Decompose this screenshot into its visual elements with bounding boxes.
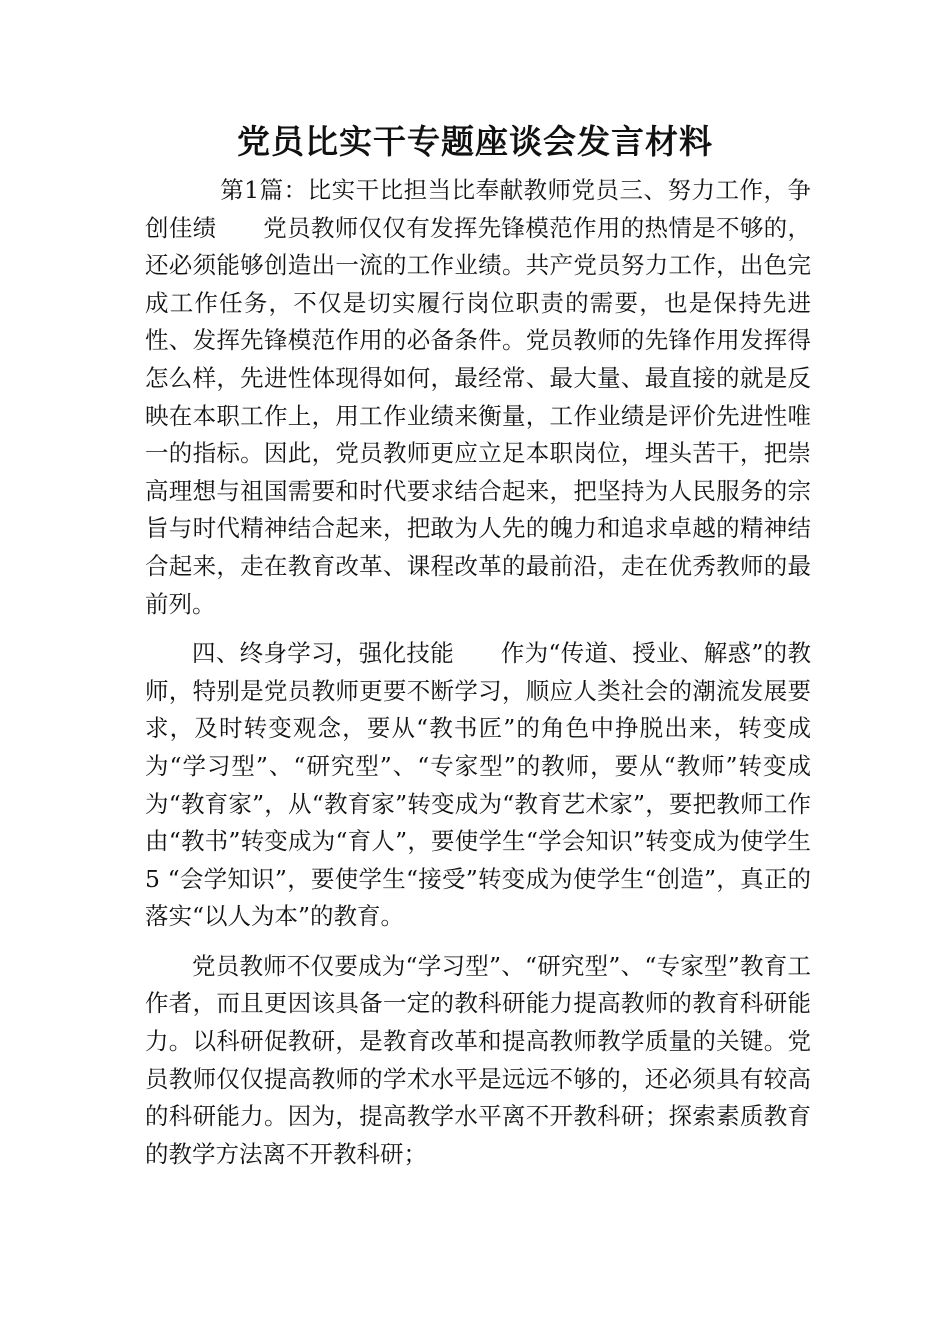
document-title: 党员比实干专题座谈会发言材料	[237, 122, 713, 161]
paragraph-3: 党员教师不仅要成为“学习型”、“研究型”、“专家型”教育工作者，而且更因该具备一定的教科研能力提高教师的教育科研能力。以科研促教研，是教育改革和提高教师教学质量的关键。党员教师仅仅提高教师的学术水平是远远不够的，还必须具有较高的科研能力。因为，提高教学水平离不开教科研；探索素质教育的教学方法离不开教科研；	[145, 951, 811, 1168]
document-body	[145, 172, 819, 1185]
paragraph-1: 第1篇：比实干比担当比奉献教师党员三、努力工作，争创佳绩 党员教师仅仅有发挥先锋模范作用的热情是不够的，还必须能够创造出一流的工作业绩。共产党员努力工作，出色完成工作任务，不仅是切实履行岗位职责的需要，也是保持先进性、发挥先锋模范作用的必备条件。党员教师的先锋作用发挥得怎么样，先进性体现得如何，最经常、最大量、最直接的就是反映在本职工作上，用工作业绩来衡量，工作业绩是评价先进性唯一的指标。因此，党员教师更应立足本职岗位，埋头苦干，把崇高理想与祖国需要和时代要求结合起来，把坚持为人民服务的宗旨与时代精神结合起来，把敢为人先的魄力和追求卓越的精神结合起来，走在教育改革、课程改革的最前沿，走在优秀教师的最前列。	[145, 176, 811, 618]
paragraph-2: 四、终身学习，强化技能 作为“传道、授业、解惑”的教师，特别是党员教师更要不断学习，顺应人类社会的潮流发展要求，及时转变观念，要从“教书匠”的角色中挣脱出来，转变成为“学习型”、“研究型”、“专家型”的教师，要从“教师”转变成为“教育家”，从“教育家”转变成为“教育艺术家”，要把教师工作由“教书”转变成为“育人”，要使学生“学会知识”转变成为使学生 5 “会学知识”，要使学生“接受”转变成为使学生“创造”，真正的落实“以人为本”的教育。	[145, 639, 819, 931]
